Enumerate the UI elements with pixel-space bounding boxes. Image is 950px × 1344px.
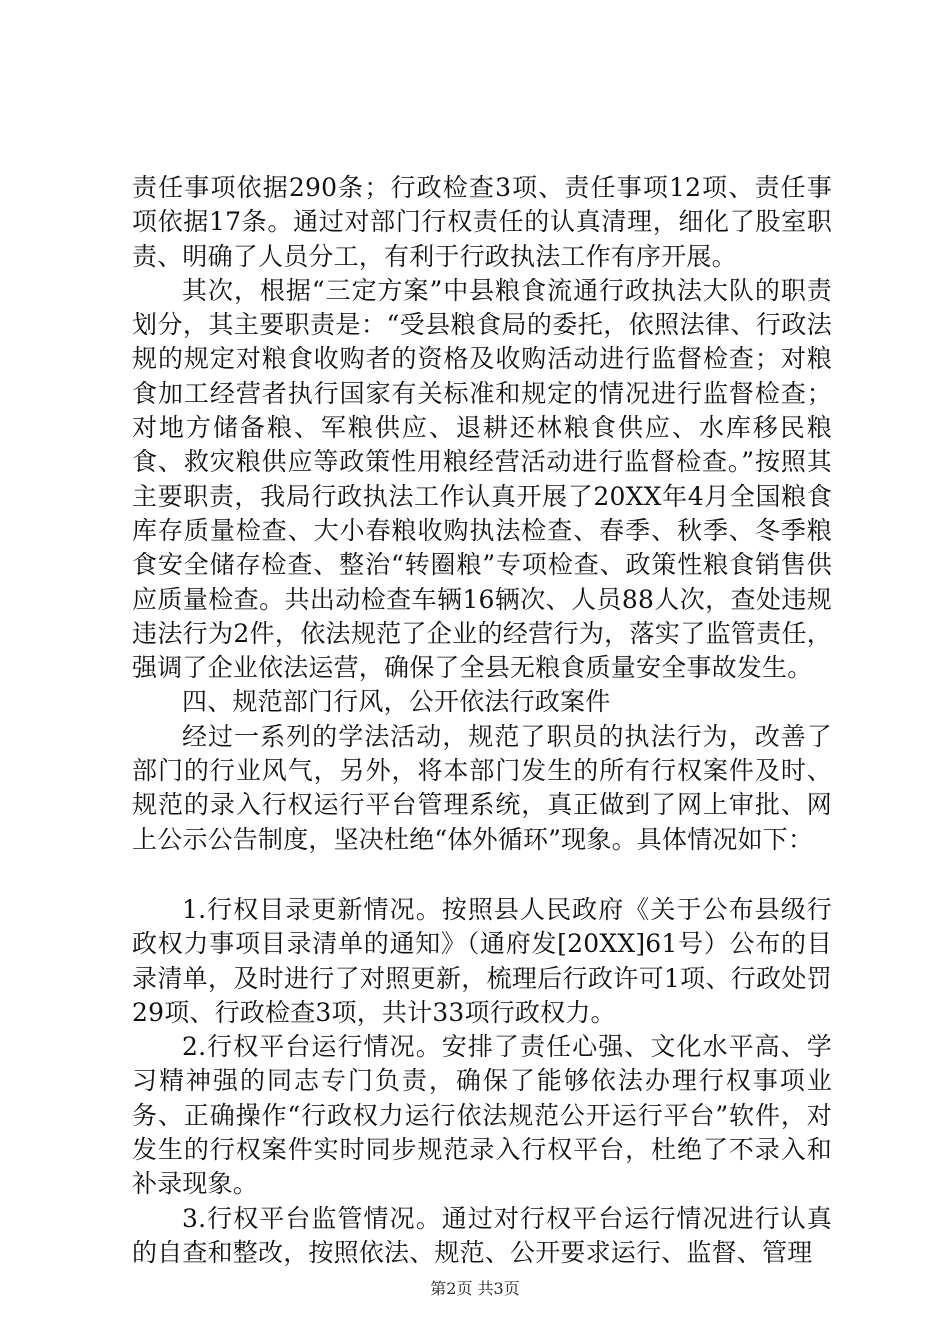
paragraph-intro: 经过一系列的学法活动，规范了职员的执法行为，改善了部门的行业风气，另外，将本部门发生的所有行权案件及时、规范的录入行权运行平台管理系统，真正做到了网上审批、网上公示公告制度，坚决杜绝“体外循环”现象。具体情况如下： (132, 721, 832, 854)
list-item-2: 2.行权平台运行情况。安排了责任心强、文化水平高、学习精神强的同志专门负责，确保了能够依法办理行权事项业务、正确操作“行政权力运行依法规范公开运行平台”软件，对发生的行权案件实时同步规范录入行权平台，杜绝了不录入和补录现象。 (132, 1032, 832, 1199)
page-footer (0, 1279, 950, 1299)
page-number: 第2页 共3页 (430, 1279, 520, 1298)
list-item-3: 3.行权平台监管情况。通过对行权平台运行情况进行认真的自查和整改，按照依法、规范、公开要求运行、监督、管理 (132, 1203, 832, 1267)
paragraph-duties: 其次，根据“三定方案”中县粮食流通行政执法大队的职责划分，其主要职责是：“受县粮食局的委托，依照法律、行政法规的规定对粮食收购者的资格及收购活动进行监督检查；对粮食加工经营者执行国家有关标准和规定的情况进行监督检查；对地方储备粮、军粮供应、退耕还林粮食供应、水库移民粮食、救灾粮供应等政策性用粮经营活动进行监督检查。”按照其主要职责，我局行政执法工作认真开展了20XX年4月全国粮食库存质量检查、大小春粮收购执法检查、春季、秋季、冬季粮食安全储存检查、整治“转圈粮”专项检查、政策性粮食销售供应质量检查。共出动检查车辆16辆次、人员88人次，查处违规违法行为2件，依法规范了企业的经营行为，落实了监管责任，强调了企业依法运营，确保了全县无粮食质量安全事故发生。 (132, 275, 832, 683)
document-body (132, 171, 832, 1270)
paragraph-continued: 责任事项依据290条；行政检查3项、责任事项12项、责任事项依据17条。通过对部门行权责任的认真清理，细化了股室职责、明确了人员分工，有利于行政执法工作有序开展。 (132, 173, 832, 271)
list-item-1: 1.行权目录更新情况。按照县人民政府《关于公布县级行政权力事项目录清单的通知》（通府发[20XX]61号）公布的目录清单，及时进行了对照更新，梳理后行政许可1项、行政处罚29项、行政检查3项，共计33项行政权力。 (132, 894, 832, 1027)
section-heading: 四、规范部门行风，公开依法行政案件 (182, 687, 611, 717)
